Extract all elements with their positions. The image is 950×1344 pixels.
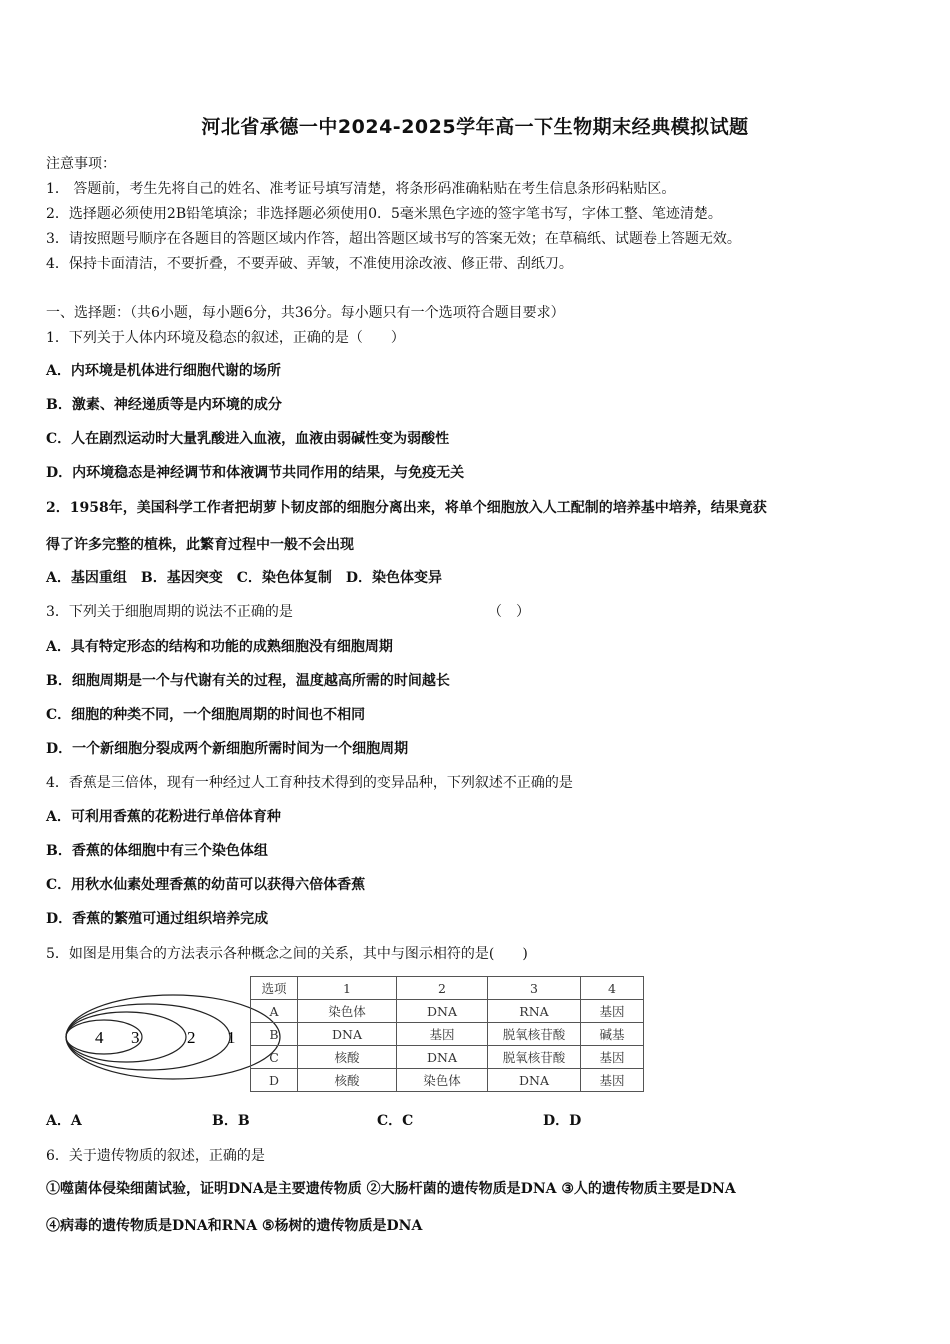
table-header-row bbox=[251, 977, 644, 1000]
table-cell: 脱氧核苷酸 bbox=[488, 1023, 581, 1046]
q5-figure bbox=[46, 976, 646, 1096]
q4-option-c: C．用秋水仙素处理香蕉的幼苗可以获得六倍体香蕉 bbox=[46, 877, 366, 893]
q6-statements-line1: ①噬菌体侵染细菌试验，证明DNA是主要遗传物质 ②大肠杆菌的遗传物质是DNA ③人的遗传物质主要是DNA bbox=[46, 1181, 736, 1197]
table-cell: DNA bbox=[298, 1023, 397, 1046]
table-cell: 脱氧核苷酸 bbox=[488, 1046, 581, 1069]
table-header-cell: 3 bbox=[488, 977, 581, 1000]
table-cell: DNA bbox=[397, 1000, 488, 1023]
q4-option-b: B．香蕉的体细胞中有三个染色体组 bbox=[46, 843, 268, 859]
table-cell: 染色体 bbox=[397, 1069, 488, 1092]
table-cell: 基因 bbox=[581, 1000, 644, 1023]
table-header-cell: 2 bbox=[397, 977, 488, 1000]
q1-option-b: B．激素、神经递质等是内环境的成分 bbox=[46, 397, 282, 413]
q1-option-d: D．内环境稳态是神经调节和体液调节共同作用的结果，与免疫无关 bbox=[46, 465, 465, 481]
q3-option-c: C．细胞的种类不同，一个细胞周期的时间也不相同 bbox=[46, 707, 366, 723]
q3-option-b: B．细胞周期是一个与代谢有关的过程，温度越高所需的时间越长 bbox=[46, 673, 450, 689]
ellipse-label-3: 3 bbox=[131, 1028, 140, 1047]
q2-stem-line2: 得了许多完整的植株，此繁育过程中一般不会出现 bbox=[46, 537, 354, 553]
table-cell: D bbox=[251, 1069, 298, 1092]
q2-stem-line1: 2．1958年，美国科学工作者把胡萝卜韧皮部的细胞分离出来，将单个细胞放入人工配制的培养基中培养，结果竟获 bbox=[46, 500, 767, 516]
table-cell: 染色体 bbox=[298, 1000, 397, 1023]
q4-stem: 4．香蕉是三倍体，现有一种经过人工育种技术得到的变异品种，下列叙述不正确的是 bbox=[46, 775, 573, 791]
q5-answer-d: D．D bbox=[543, 1113, 582, 1129]
q6-statements-line2: ④病毒的遗传物质是DNA和RNA ⑤杨树的遗传物质是DNA bbox=[46, 1218, 423, 1234]
q6-stem: 6．关于遗传物质的叙述，正确的是 bbox=[46, 1148, 265, 1164]
table-row bbox=[251, 1046, 644, 1069]
q3-option-d: D．一个新细胞分裂成两个新细胞所需时间为一个细胞周期 bbox=[46, 741, 409, 757]
ellipse-label-4: 4 bbox=[95, 1028, 104, 1047]
q5-stem: 5．如图是用集合的方法表示各种概念之间的关系，其中与图示相符的是( ) bbox=[46, 946, 528, 962]
q2-options: A．基因重组 B．基因突变 C．染色体复制 D．染色体变异 bbox=[46, 570, 442, 586]
table-header-cell: 选项 bbox=[251, 977, 298, 1000]
table-cell: B bbox=[251, 1023, 298, 1046]
notice-item-2: 2．选择题必须使用2B铅笔填涂；非选择题必须使用0．5毫米黑色字迹的签字笔书写，字体工整、笔迹清楚。 bbox=[46, 206, 722, 222]
q1-stem: 1．下列关于人体内环境及稳态的叙述，正确的是（ ） bbox=[46, 330, 405, 346]
q1-option-c: C．人在剧烈运动时大量乳酸进入血液，血液由弱碱性变为弱酸性 bbox=[46, 431, 450, 447]
table-cell: 核酸 bbox=[298, 1069, 397, 1092]
table-cell: A bbox=[251, 1000, 298, 1023]
q3-stem: 3．下列关于细胞周期的说法不正确的是 bbox=[46, 604, 293, 620]
table-cell: DNA bbox=[397, 1046, 488, 1069]
table-cell: 基因 bbox=[397, 1023, 488, 1046]
table-cell: DNA bbox=[488, 1069, 581, 1092]
table-row bbox=[251, 1069, 644, 1092]
q4-option-a: A．可利用香蕉的花粉进行单倍体育种 bbox=[46, 809, 281, 825]
notice-item-3: 3．请按照题号顺序在各题目的答题区域内作答，超出答题区域书写的答案无效；在草稿纸、试题卷上答题无效。 bbox=[46, 231, 741, 247]
q5-answer-b: B．B bbox=[212, 1113, 250, 1129]
table-cell: 碱基 bbox=[581, 1023, 644, 1046]
table-cell: RNA bbox=[488, 1000, 581, 1023]
q5-options-table bbox=[250, 976, 644, 1092]
table-cell: C bbox=[251, 1046, 298, 1069]
table-header-cell: 4 bbox=[581, 977, 644, 1000]
table-header-cell: 1 bbox=[298, 977, 397, 1000]
ellipse-label-2: 2 bbox=[187, 1028, 196, 1047]
notice-heading: 注意事项： bbox=[46, 156, 116, 172]
notice-item-4: 4．保持卡面清洁，不要折叠，不要弄破、弄皱，不准使用涂改液、修正带、刮纸刀。 bbox=[46, 256, 573, 272]
table-row bbox=[251, 1000, 644, 1023]
q5-answer-a: A．A bbox=[46, 1113, 82, 1129]
q4-option-d: D．香蕉的繁殖可通过组织培养完成 bbox=[46, 911, 269, 927]
table-cell: 核酸 bbox=[298, 1046, 397, 1069]
table-cell: 基因 bbox=[581, 1046, 644, 1069]
section-heading: 一、选择题：（共6小题，每小题6分，共36分。每小题只有一个选项符合题目要求） bbox=[46, 305, 565, 321]
q1-option-a: A．内环境是机体进行细胞代谢的场所 bbox=[46, 363, 281, 379]
table-row bbox=[251, 1023, 644, 1046]
table-cell: 基因 bbox=[581, 1069, 644, 1092]
page-title: 河北省承德一中2024-2025学年高一下生物期末经典模拟试题 bbox=[201, 116, 749, 138]
notice-item-1: 1． 答题前，考生先将自己的姓名、准考证号填写清楚，将条形码准确粘贴在考生信息条形码粘贴区。 bbox=[46, 181, 676, 197]
ellipse-label-1: 1 bbox=[227, 1028, 236, 1047]
q3-answer-blank: （ ） bbox=[488, 604, 530, 620]
q3-option-a: A．具有特定形态的结构和功能的成熟细胞没有细胞周期 bbox=[46, 639, 393, 655]
ellipse-3 bbox=[66, 1012, 186, 1062]
q5-answer-c: C．C bbox=[377, 1113, 414, 1129]
